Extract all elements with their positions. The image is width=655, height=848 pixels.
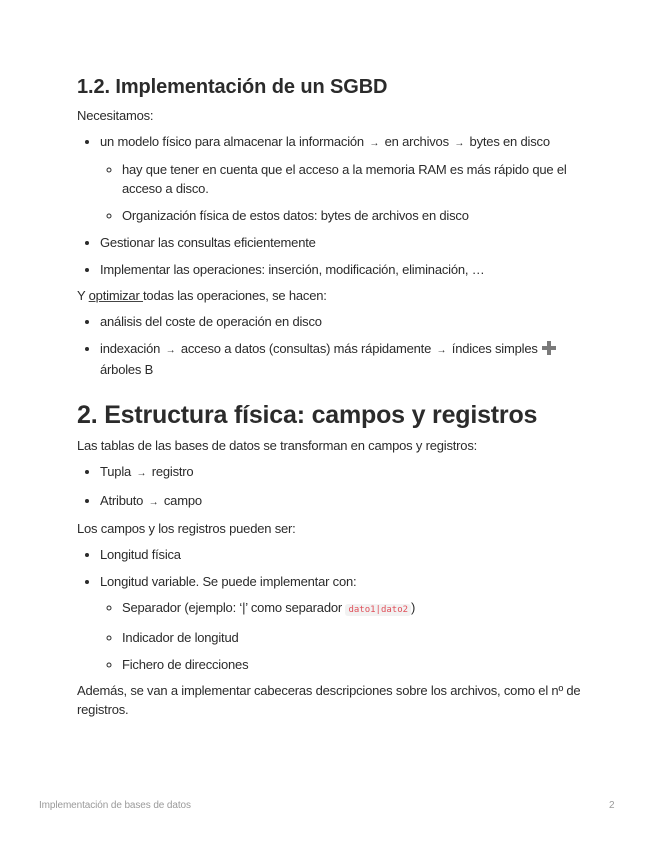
- sub-list-item: ◦ Organización física de estos datos: bytes de archivos en disco: [122, 206, 587, 225]
- arrow-icon: →: [165, 345, 176, 356]
- sub-list: [100, 598, 587, 674]
- section-heading-2: 2. Estructura física: campos y registros: [77, 401, 538, 429]
- footer-title: Implementación de bases de datos: [39, 800, 191, 811]
- sub-list-item: ◦ Separador (ejemplo: ‘|’ como separador dato1|dato2 ): [122, 598, 587, 620]
- arrow-icon: →: [369, 138, 380, 149]
- arrow-icon: →: [454, 138, 465, 149]
- list-item: • Implementar las operaciones: inserción, modificación, eliminación, …: [100, 260, 587, 279]
- list-item: • indexación → acceso a datos (consultas) más rápidamente → índices simples árboles B: [100, 339, 587, 379]
- mapping-list: [77, 462, 587, 512]
- code-snippet: dato1|dato2: [345, 604, 411, 616]
- list-item: • Longitud física: [100, 545, 587, 564]
- tables-paragraph: Las tablas de las bases de datos se transforman en campos y registros:: [77, 438, 478, 453]
- intro-paragraph: Necesitamos:: [77, 108, 154, 123]
- list-item: • Atributo → campo: [100, 491, 587, 512]
- length-list: [77, 545, 587, 674]
- list-item: • Gestionar las consultas eficientemente: [100, 233, 587, 252]
- list-item: • Tupla → registro: [100, 462, 587, 483]
- sub-list: [100, 160, 587, 225]
- needs-list: [77, 132, 587, 279]
- arrow-icon: →: [136, 468, 147, 479]
- section-heading-1-2: 1.2. Implementación de un SGBD: [77, 76, 388, 98]
- list-item: • un modelo físico para almacenar la información → en archivos → bytes en disco ◦ hay que tener en cuenta que el acceso a la memoria RAM es más rápido que el acceso a disco. ◦ Organización física de estos datos: bytes de archivos en disco: [100, 132, 587, 225]
- arrow-icon: →: [436, 345, 447, 356]
- optimize-list: [77, 312, 587, 379]
- fields-paragraph: Los campos y los registros pueden ser:: [77, 521, 296, 536]
- sub-list-item: ◦ Indicador de longitud: [122, 628, 587, 647]
- sub-list-item: ◦ Fichero de direcciones: [122, 655, 587, 674]
- plus-icon: [542, 341, 556, 355]
- optimize-paragraph: Y optimizar todas las operaciones, se hacen:: [77, 288, 327, 303]
- list-item: • análisis del coste de operación en disco: [100, 312, 587, 331]
- list-item: • Longitud variable. Se puede implementar con: ◦ Separador (ejemplo: ‘|’ como separador dato1|dato2 ) ◦ Indicador de longitud ◦ Fichero de direcciones: [100, 572, 587, 674]
- underlined-word: optimizar: [88, 288, 144, 303]
- page-number: 2: [609, 800, 615, 811]
- arrow-icon: →: [148, 497, 159, 508]
- sub-list-item: ◦ hay que tener en cuenta que el acceso a la memoria RAM es más rápido que el acceso a disco.: [122, 160, 587, 198]
- page-content: [77, 76, 587, 726]
- closing-paragraph: Además, se van a implementar cabeceras descripciones sobre los archivos, como el nº de registros.: [77, 683, 581, 717]
